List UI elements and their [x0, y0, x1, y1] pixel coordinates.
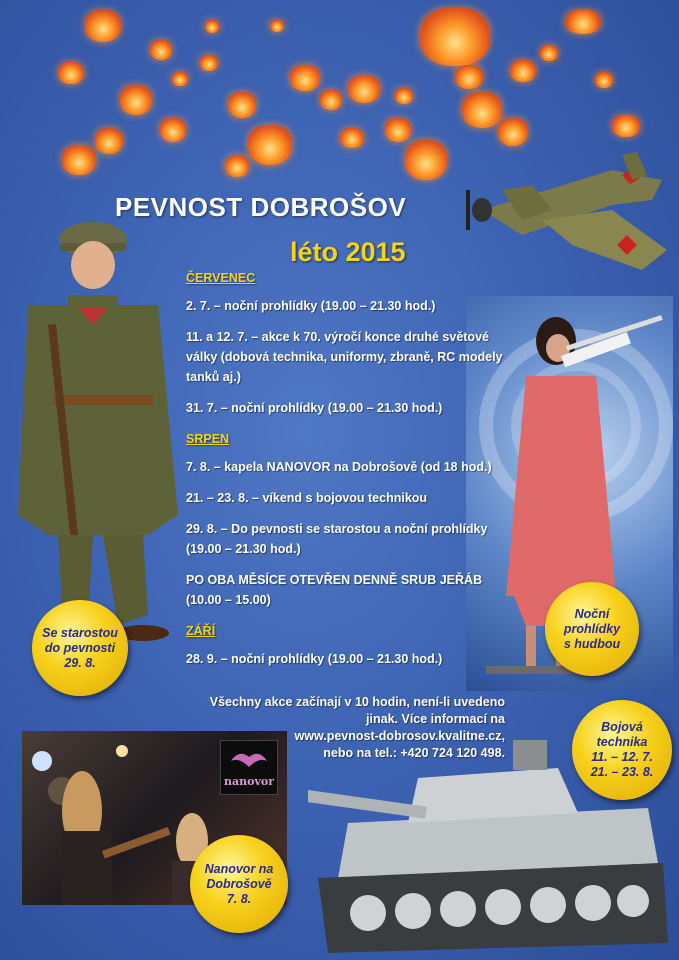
event-item: 21. – 23. 8. – víkend s bojovou technikou [186, 491, 428, 505]
badge-line: Nanovor na [204, 861, 274, 876]
nanovor-logo-text: nanovor [224, 775, 274, 788]
event-item: 31. 7. – noční prohlídky (19.00 – 21.30 hod.) [186, 401, 443, 415]
badge-line: Noční [574, 606, 610, 621]
event-item: PO OBA MĚSÍCE OTEVŘEN DENNĚ SRUB JEŘÁB (10.00 – 15.00) [186, 573, 483, 607]
badge-line: Dobrošově [206, 876, 272, 891]
poster-title: PEVNOST DOBROŠOV [115, 192, 407, 222]
airplane-image [462, 150, 672, 280]
soldier-image [8, 215, 198, 645]
footer-line: Všechny akce začínají v 10 hodin, není-li uvedeno [209, 695, 505, 709]
events-list [186, 268, 506, 680]
event-item: 29. 8. – Do pevnosti se starostou a noční prohlídky (19.00 – 21.30 hod.) [186, 522, 488, 556]
event-item: 11. a 12. 7. – akce k 70. výročí konce druhé světové války (dobová technika, uniformy, zbraně, RC modely tanků aj.) [186, 330, 503, 384]
badge-line: do pevnosti [44, 640, 116, 655]
badge-line: 11. – 12. 7. [591, 750, 653, 764]
phone-line: nebo na tel.: +420 724 120 498. [323, 746, 505, 760]
month-heading-zari: ZÁŘÍ [186, 624, 216, 638]
month-heading-cervenec: ČERVENEC [186, 271, 256, 285]
info-footer [205, 694, 505, 762]
badge-bojova-technika [572, 700, 672, 800]
month-heading-srpen: SRPEN [186, 432, 230, 446]
badge-line: s hudbou [563, 636, 621, 651]
poster-subtitle: léto 2015 [290, 237, 406, 267]
website-link[interactable]: www.pevnost-dobrosov.kvalitne.cz, [294, 729, 505, 743]
footer-line: jinak. Více informací na [366, 712, 505, 726]
badge-line: Bojová [601, 720, 643, 734]
badge-nanovor [190, 835, 288, 933]
event-item: 28. 9. – noční prohlídky (19.00 – 21.30 hod.) [186, 652, 443, 666]
badge-line: prohlídky [563, 621, 621, 636]
badge-starosta [32, 600, 128, 696]
badge-line: 21. – 23. 8. [590, 765, 654, 779]
badge-line: Se starostou [42, 625, 118, 640]
badge-line: technika [596, 735, 648, 749]
badge-line: 29. 8. [64, 655, 96, 670]
event-item: 7. 8. – kapela NANOVOR na Dobrošově (od 18 hod.) [186, 460, 492, 474]
event-item: 2. 7. – noční prohlídky (19.00 – 21.30 hod.) [186, 299, 436, 313]
badge-line: 7. 8. [226, 891, 252, 906]
badge-nocni-prohlidky [545, 582, 639, 676]
